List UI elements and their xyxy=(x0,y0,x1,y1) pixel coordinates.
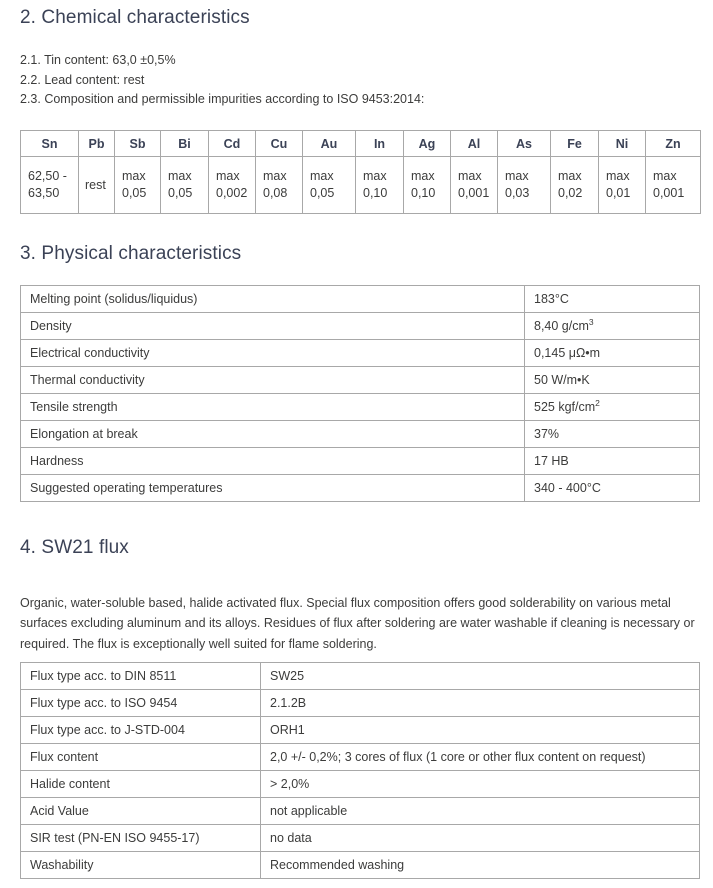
column-header-sn: Sn xyxy=(21,131,79,157)
physical-characteristics-heading: 3. Physical characteristics xyxy=(20,243,242,264)
flux-heading: 4. SW21 flux xyxy=(20,537,129,558)
value-text: 525 kgf/cm xyxy=(534,400,596,414)
physical-characteristics-table xyxy=(20,285,700,502)
row-label-sir-test: SIR test (PN-EN ISO 9455-17) xyxy=(21,825,261,852)
table-row xyxy=(21,157,701,214)
column-header-zn: Zn xyxy=(646,131,701,157)
row-label-density: Density xyxy=(21,313,525,340)
value-text: 183°C xyxy=(534,292,569,306)
chemical-note-tin-content: 2.1. Tin content: 63,0 ±0,5% xyxy=(20,53,176,67)
table-row xyxy=(21,663,700,690)
cell-fe-value: max 0,02 xyxy=(551,157,599,214)
column-header-fe: Fe xyxy=(551,131,599,157)
row-label-suggested-operating-temperatures: Suggested operating temperatures xyxy=(21,475,525,502)
row-label-thermal-conductivity: Thermal conductivity xyxy=(21,367,525,394)
table-row xyxy=(21,717,700,744)
cell-in-value: max 0,10 xyxy=(356,157,404,214)
cell-au-value: max 0,05 xyxy=(303,157,356,214)
table-row xyxy=(21,690,700,717)
cell-cd-value: max 0,002 xyxy=(209,157,256,214)
column-header-in: In xyxy=(356,131,404,157)
table-row xyxy=(21,852,700,879)
value-text: 8,40 g/cm xyxy=(534,319,589,333)
row-label-washability: Washability xyxy=(21,852,261,879)
cell-as-value: max 0,03 xyxy=(498,157,551,214)
column-header-as: As xyxy=(498,131,551,157)
row-value-thermal-conductivity xyxy=(525,367,700,394)
row-value-flux-type-jstd: ORH1 xyxy=(261,717,700,744)
table-row xyxy=(21,367,700,394)
cell-ni-value: max 0,01 xyxy=(599,157,646,214)
cell-bi-value: max 0,05 xyxy=(161,157,209,214)
value-text: 37% xyxy=(534,427,560,441)
row-value-suggested-operating-temperatures xyxy=(525,475,700,502)
row-value-flux-type-iso: 2.1.2B xyxy=(261,690,700,717)
column-header-ni: Ni xyxy=(599,131,646,157)
table-row xyxy=(21,340,700,367)
cell-zn-value: max 0,001 xyxy=(646,157,701,214)
row-value-elongation-at-break xyxy=(525,421,700,448)
chemical-characteristics-heading: 2. Chemical characteristics xyxy=(20,7,250,28)
flux-properties-table xyxy=(20,662,700,879)
flux-description: Organic, water-soluble based, halide activated flux. Special flux composition offers good solderability on various metal surfaces excluding aluminum and its alloys. Residues of flux after soldering are water washable if cleaning is necessary or required. The flux is exceptionally well suited for flame soldering. xyxy=(20,595,695,651)
cell-ag-value: max 0,10 xyxy=(404,157,451,214)
value-superscript: 2 xyxy=(595,397,600,408)
row-label-acid-value: Acid Value xyxy=(21,798,261,825)
table-row xyxy=(21,825,700,852)
row-value-flux-content: 2,0 +/- 0,2%; 3 cores of flux (1 core or other flux content on request) xyxy=(261,744,700,771)
row-value-density xyxy=(525,313,700,340)
row-value-washability: Recommended washing xyxy=(261,852,700,879)
chemical-note-lead-content: 2.2. Lead content: rest xyxy=(20,72,145,87)
row-label-electrical-conductivity: Electrical conductivity xyxy=(21,340,525,367)
column-header-bi: Bi xyxy=(161,131,209,157)
table-row xyxy=(21,771,700,798)
row-label-melting-point: Melting point (solidus/liquidus) xyxy=(21,286,525,313)
chemical-composition-table xyxy=(20,130,701,214)
table-row xyxy=(21,394,700,421)
row-label-hardness: Hardness xyxy=(21,448,525,475)
table-row xyxy=(21,448,700,475)
row-value-sir-test: no data xyxy=(261,825,700,852)
row-label-flux-type-jstd: Flux type acc. to J-STD-004 xyxy=(21,717,261,744)
column-header-au: Au xyxy=(303,131,356,157)
cell-sb-value: max 0,05 xyxy=(115,157,161,214)
column-header-sb: Sb xyxy=(115,131,161,157)
row-value-acid-value: not applicable xyxy=(261,798,700,825)
value-text: 340 - 400°C xyxy=(534,481,601,495)
value-superscript: 3 xyxy=(588,316,594,327)
table-row xyxy=(21,421,700,448)
cell-cu-value: max 0,08 xyxy=(256,157,303,214)
row-value-hardness xyxy=(525,448,700,475)
row-label-flux-type-din: Flux type acc. to DIN 8511 xyxy=(21,663,261,690)
column-header-pb: Pb xyxy=(79,131,115,157)
row-value-electrical-conductivity xyxy=(525,340,700,367)
row-label-elongation-at-break: Elongation at break xyxy=(21,421,525,448)
row-value-flux-type-din: SW25 xyxy=(261,663,700,690)
column-header-cu: Cu xyxy=(256,131,303,157)
chemical-note-composition: 2.3. Composition and permissible impurities according to ISO 9453:2014: xyxy=(20,92,425,106)
row-value-melting-point xyxy=(525,286,700,313)
table-row xyxy=(21,798,700,825)
cell-sn-value: 62,50 - 63,50 xyxy=(21,157,79,214)
table-row xyxy=(21,286,700,313)
column-header-ag: Ag xyxy=(404,131,451,157)
row-value-halide-content: > 2,0% xyxy=(261,771,700,798)
table-row xyxy=(21,475,700,502)
value-text: 17 HB xyxy=(534,454,569,468)
value-text: 0,145 μΩ•m xyxy=(534,346,601,360)
column-header-al: Al xyxy=(451,131,498,157)
table-header-row xyxy=(21,131,701,157)
row-label-flux-type-iso: Flux type acc. to ISO 9454 xyxy=(21,690,261,717)
table-row xyxy=(21,313,700,340)
cell-al-value: max 0,001 xyxy=(451,157,498,214)
column-header-cd: Cd xyxy=(209,131,256,157)
row-label-flux-content: Flux content xyxy=(21,744,261,771)
cell-pb-value: rest xyxy=(79,157,115,214)
table-row xyxy=(21,744,700,771)
row-value-tensile-strength xyxy=(525,394,700,421)
value-text: 50 W/m•K xyxy=(534,373,590,387)
chemical-notes-list xyxy=(20,51,424,110)
row-label-halide-content: Halide content xyxy=(21,771,261,798)
row-label-tensile-strength: Tensile strength xyxy=(21,394,525,421)
